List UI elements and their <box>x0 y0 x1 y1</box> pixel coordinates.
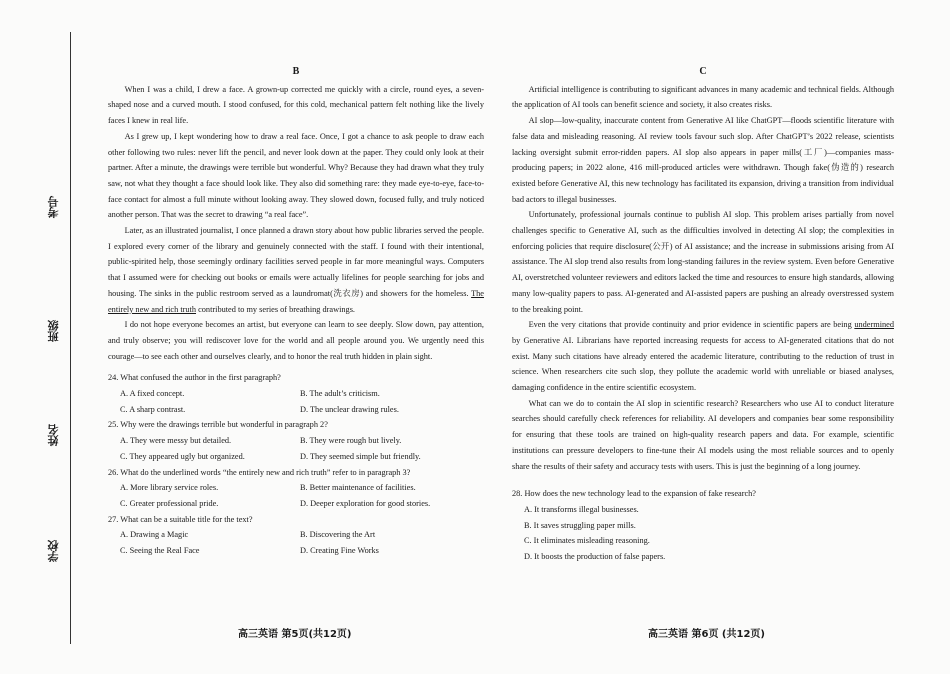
option: A. A fixed concept. <box>120 389 185 399</box>
page-footer-right: 高三英语 第6页 (共12页) <box>648 629 765 640</box>
passage-c-paragraph-3: Unfortunately, professional journals continue to publish AI slop. This problem arises partially from novel challenges specific to Generative AI, such as the difficulties involved in detecting AI slop; the complexities in enforcing policies that require disclosure(公开) of AI assistance; and the increase in submissions arising from AI assistance. The AI slop trend also results from long-standing failures in the review system. Even before Generative AI, overstretched volunteer reviewers and editors lacked the time and resources to ensure high standards, allowing many low-quality papers to pass. AI-generated and AI-assisted papers are pushing an already overstressed system to the breaking point. <box>512 210 894 314</box>
passage-b-paragraph-2: As I grew up, I kept wondering how to draw a real face. Once, I got a chance to ask people to draw each other following two rules: never lift the pencil, and never look down at the paper. They could only look at their partner. After a minute, the drawings were terrible but wonderful. Why? Because they had drawn what they truly saw, not what they thought a face should look like. They also did something rare: they made eye-to-eye, face-to-face contact for almost a full minute without looking away. They slowed down, focused fully, and truly noticed another person. That was the secret to drawing “a real face”. <box>108 131 484 220</box>
page-footer-left: 高三英语 第5页(共12页) <box>238 629 352 640</box>
question-28: 28. How does the new technology lead to the expansion of fake research? A. It transforms illegal businesses. B. It saves struggling paper mills. C. It eliminates misleading reasoning. D. It boosts the production of false papers. <box>512 486 894 565</box>
option: B. They were rough but lively. <box>300 436 402 446</box>
question-27: 27. What can be a suitable title for the text? A. Drawing a Magic B. Discovering the Art C. Seeing the Real Face D. Creating Fine Works <box>108 512 484 559</box>
option: C. A sharp contrast. <box>120 404 186 414</box>
question-25: 25. Why were the drawings terrible but wonderful in paragraph 2? A. They were messy but detailed. B. They were rough but lively. C. They appeared ugly but organized. D. They seemed simple but friendly. <box>108 417 484 464</box>
option: D. The unclear drawing rules. <box>300 404 399 414</box>
section-b-heading: B <box>292 66 300 77</box>
binding-school: 学校 <box>47 540 60 562</box>
option: D. They seemed simple but friendly. <box>300 451 421 461</box>
passage-c-paragraph-2: AI slop—low-quality, inaccurate content from Generative AI like ChatGPT—floods scientific literature with false data and misleading reasoning. AI review tools favour such slop. After ChatGPT’s 2022 release, scientists lacking oversight submit error-ridden papers. AI slop also appears in paper mills(工厂)—companies mass-producing papers; in 2022 alone, 416 mill-produced articles were withdrawn. Though fake(伪造的) research existed before Generative AI, this new technology has facilitated its expansion, driving a transition from individual bad actors to illegal businesses. <box>512 116 894 204</box>
option: B. It saves struggling paper mills. <box>524 520 636 530</box>
binding-name: 姓名 <box>47 424 60 446</box>
binding-line <box>70 32 71 644</box>
option: D. It boosts the production of false papers. <box>524 552 666 562</box>
option: C. It eliminates misleading reasoning. <box>524 536 650 546</box>
binding-class: 班级 <box>47 320 60 342</box>
binding-exam-no: 考号 <box>47 196 60 218</box>
option: C. Greater professional pride. <box>120 498 219 508</box>
passage-b-paragraph-3: Later, as an illustrated journalist, I once planned a drawn story about how public libraries served the people. I explored every corner of the library and genuinely connected with the staff. I found with their intentional, public-spirited help, those seemingly ordinary facilities served people in far more meaningful ways. Computers that I assumed were for checking out books or emails were actually lifelines for people searching for jobs and housing. The sinks in the public restroom served as a laundromat(洗衣房) and showers for the homeless. The entirely new and rich truth contributed to my series of breathing drawings. <box>108 226 484 314</box>
left-column <box>108 64 484 559</box>
passage-c-paragraph-5: What can we do to contain the AI slop in scientific research? Researchers who use AI to conduct literature searches should carefully check references for reliability. AI developers and companies bear some responsibility for ensuring that these tools are trained on high-quality research papers and data. For example, scientific institutions can pressure developers to fine-tune their AI models using the most reliable sources and to openly share the results of their safety and accuracy tests with users. This is just the beginning of a long journey. <box>512 398 894 471</box>
option: A. More library service roles. <box>120 483 219 493</box>
underlined-word: undermined <box>854 320 894 330</box>
option: C. They appeared ugly but organized. <box>120 451 245 461</box>
passage-c-paragraph-4: Even the very citations that provide continuity and prior evidence in scientific papers are being undermined by Generative AI. Librarians have reported increasing requests for access to AI-generated citations that do not exist. Many such citations have already entered the academic literature, contributing to the reduction of trust in science. When researchers cite such slop, they pollute the academic world with unreliable or biased analyses, damaging confidence in the entire scientific ecosystem. <box>512 320 894 393</box>
option: A. They were messy but detailed. <box>120 436 232 446</box>
option: D. Creating Fine Works <box>300 546 379 556</box>
option: B. The adult’s criticism. <box>300 389 380 399</box>
passage-b-paragraph-1: When I was a child, I drew a face. A grown-up corrected me quickly with a circle, round eyes, a seven-shaped nose and a curved mouth. I stood confused, for this cold, mechanical pattern felt nothing like the lively faces I knew in real life. <box>108 84 484 126</box>
option: B. Better maintenance of facilities. <box>300 483 416 493</box>
option: D. Deeper exploration for good stories. <box>300 498 431 508</box>
question-24: 24. What confused the author in the first paragraph? A. A fixed concept. B. The adult’s criticism. C. A sharp contrast. D. The unclear drawing rules. <box>108 370 484 417</box>
right-column <box>512 64 894 565</box>
passage-b-paragraph-4: I do not hope everyone becomes an artist, but everyone can learn to see deeply. Slow down, pay attention, and truly observe; you will rediscover love for the world and all people around you. We urgently need this courage—to see each other and ourselves clearly, and to honor the real truth hidden in plain sight. <box>108 320 484 361</box>
option: C. Seeing the Real Face <box>120 546 200 556</box>
option: A. It transforms illegal businesses. <box>524 504 639 514</box>
question-26: 26. What do the underlined words “the entirely new and rich truth” refer to in paragraph 3? A. More library service roles. B. Better maintenance of facilities. C. Greater professional pride. D. Deeper exploration for good stories. <box>108 465 484 512</box>
underlined-phrase: The entirely new and rich truth <box>108 288 484 314</box>
passage-c-paragraph-1: Artificial intelligence is contributing to significant advances in many academic and technical fields. Although the application of AI tools can benefit science and society, it also creates risks. <box>512 84 894 110</box>
option: A. Drawing a Magic <box>120 530 189 540</box>
section-c-heading: C <box>699 66 707 77</box>
option: B. Discovering the Art <box>300 530 376 540</box>
